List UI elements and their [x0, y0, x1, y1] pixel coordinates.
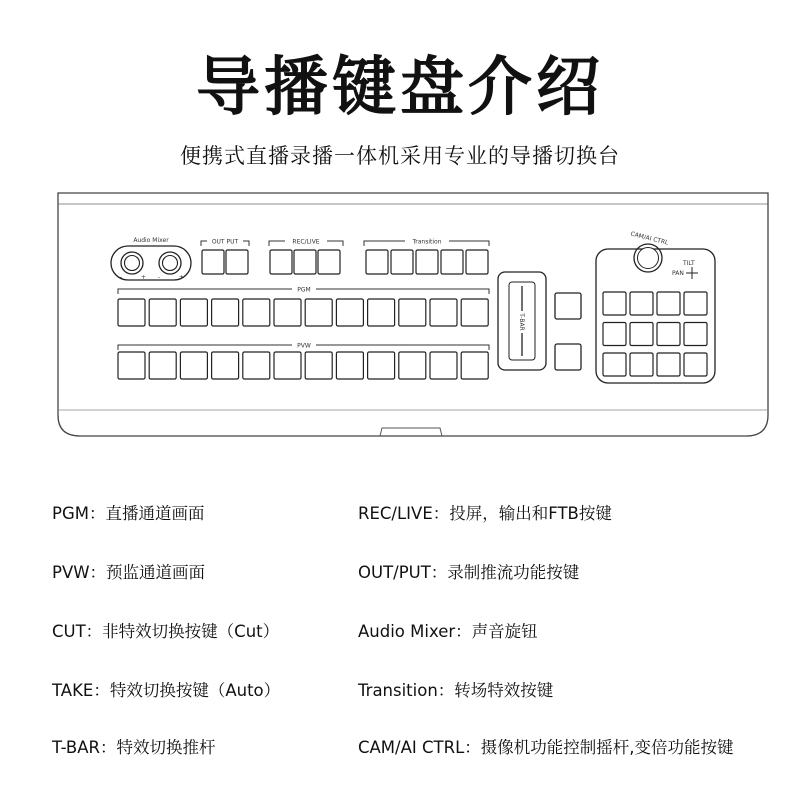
transition-button[interactable]	[366, 250, 388, 274]
pgm-button[interactable]	[118, 299, 145, 326]
out-put-button[interactable]	[202, 250, 224, 274]
pgm-button[interactable]	[399, 299, 426, 326]
cam-ctrl-button[interactable]	[684, 353, 707, 376]
transition-button[interactable]	[466, 250, 488, 274]
out-put-label: OUT PUT	[211, 238, 239, 246]
page-subtitle: 便携式直播录播一体机采用专业的导播切换台	[180, 144, 620, 168]
desc-left-2: CUT：非特效切换按键（Cut）	[52, 622, 280, 641]
pan-label: PAN	[672, 270, 684, 277]
desc-left-4: T-BAR：特效切换推杆	[52, 738, 216, 757]
rec-live-button[interactable]	[294, 250, 316, 274]
pvw-button[interactable]	[212, 352, 239, 379]
cam-ctrl-button[interactable]	[630, 323, 653, 346]
pgm-button[interactable]	[274, 299, 301, 326]
out-put-button[interactable]	[226, 250, 248, 274]
cam-ctrl-button[interactable]	[603, 292, 626, 315]
pvw-button[interactable]	[118, 352, 145, 379]
cam-ctrl-button[interactable]	[657, 323, 680, 346]
transition-button[interactable]	[416, 250, 438, 274]
desc-right-1: OUT/PUT：录制推流功能按键	[358, 563, 580, 582]
cam-ctrl-button[interactable]	[684, 323, 707, 346]
tilt-label: TILT	[683, 260, 695, 267]
transition-button[interactable]	[391, 250, 413, 274]
tbar-label: T-BAR	[518, 313, 525, 331]
svg-text:+: +	[179, 274, 185, 281]
audio-mixer-label: Audio Mixer	[133, 237, 169, 244]
device-handle-notch	[380, 428, 442, 436]
transition-button[interactable]	[441, 250, 463, 274]
pgm-button[interactable]	[149, 299, 176, 326]
rec-live-button[interactable]	[270, 250, 292, 274]
pgm-button[interactable]	[430, 299, 457, 326]
pvw-button[interactable]	[336, 352, 363, 379]
svg-text:+: +	[141, 274, 147, 281]
take-button[interactable]	[555, 344, 581, 370]
pvw-button[interactable]	[274, 352, 301, 379]
rec-live-button[interactable]	[318, 250, 340, 274]
pgm-button[interactable]	[212, 299, 239, 326]
desc-right-0: REC/LIVE：投屏，输出和FTB按键	[358, 504, 612, 523]
pvw-button[interactable]	[149, 352, 176, 379]
pgm-button[interactable]	[305, 299, 332, 326]
desc-right-3: Transition：转场特效按键	[358, 681, 554, 700]
cam-ctrl-button[interactable]	[657, 353, 680, 376]
pgm-label: PGM	[297, 286, 311, 294]
pvw-button[interactable]	[243, 352, 270, 379]
desc-left-3: TAKE：特效切换按键（Auto）	[52, 681, 281, 700]
svg-text:-: -	[120, 274, 123, 281]
cam-ctrl-label: CAM/AI CTRL	[629, 230, 669, 247]
cam-ctrl-button[interactable]	[630, 292, 653, 315]
cam-ctrl-button[interactable]	[630, 353, 653, 376]
pvw-button[interactable]	[368, 352, 395, 379]
page-title: 导播键盘介绍	[196, 51, 604, 125]
cam-ctrl-button[interactable]	[684, 292, 707, 315]
cut-button[interactable]	[555, 293, 581, 319]
transition-label: Transition	[412, 238, 442, 246]
pvw-button[interactable]	[305, 352, 332, 379]
desc-right-2: Audio Mixer：声音旋钮	[358, 622, 538, 641]
desc-left-0: PGM：直播通道画面	[52, 504, 205, 523]
cam-ctrl-button[interactable]	[657, 292, 680, 315]
pvw-button[interactable]	[430, 352, 457, 379]
pgm-button[interactable]	[336, 299, 363, 326]
cam-ctrl-button[interactable]	[603, 323, 626, 346]
desc-right-4: CAM/AI CTRL：摄像机功能控制摇杆,变倍功能按键	[358, 738, 734, 757]
desc-left-1: PVW：预监通道画面	[52, 563, 206, 582]
rec-live-label: REC/LIVE	[292, 238, 320, 246]
pgm-button[interactable]	[180, 299, 207, 326]
pgm-button[interactable]	[368, 299, 395, 326]
pgm-button[interactable]	[461, 299, 488, 326]
cam-ctrl-button[interactable]	[603, 353, 626, 376]
pvw-label: PVW	[297, 342, 311, 350]
pvw-button[interactable]	[399, 352, 426, 379]
svg-text:-: -	[158, 274, 161, 281]
pgm-button[interactable]	[243, 299, 270, 326]
pvw-button[interactable]	[180, 352, 207, 379]
pvw-button[interactable]	[461, 352, 488, 379]
